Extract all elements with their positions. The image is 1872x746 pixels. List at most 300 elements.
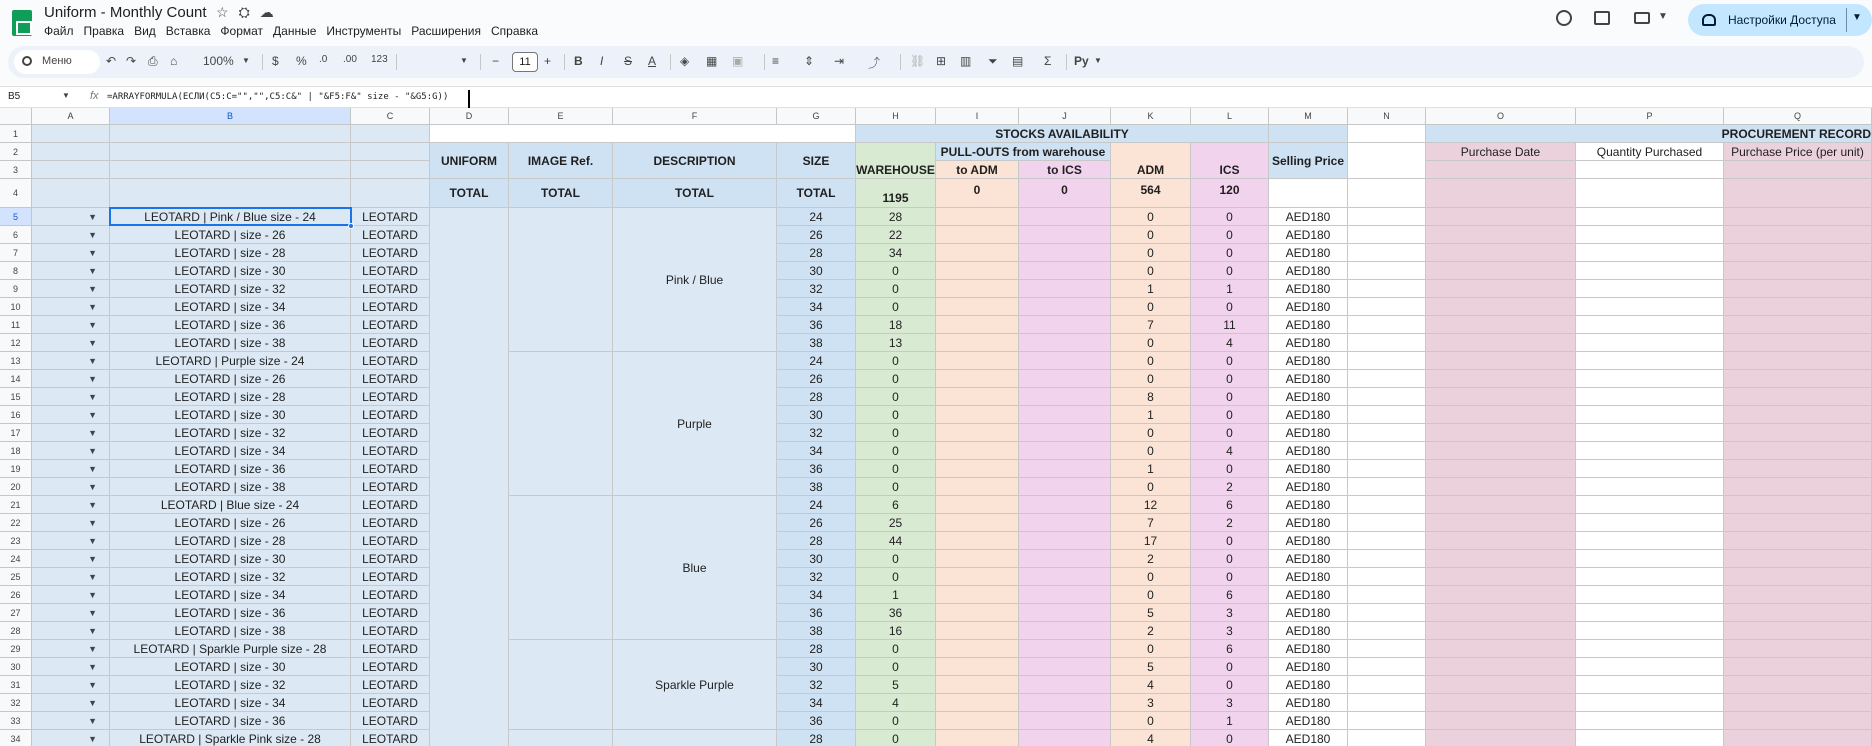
purchase-price-cell[interactable] xyxy=(1724,676,1872,694)
size-cell[interactable]: 32 xyxy=(777,676,856,694)
row-header[interactable]: 27 xyxy=(0,604,32,622)
cell[interactable] xyxy=(1348,730,1426,746)
strikethrough-button[interactable]: S xyxy=(624,54,633,68)
ics-cell[interactable]: 3 xyxy=(1191,694,1269,712)
row-header[interactable]: 22 xyxy=(0,514,32,532)
cell[interactable] xyxy=(1426,179,1576,208)
bold-button[interactable]: B xyxy=(574,54,583,68)
cell[interactable] xyxy=(1348,316,1426,334)
quantity-purchased-cell[interactable] xyxy=(1576,280,1724,298)
dropdown-arrow-icon[interactable]: ▼ xyxy=(88,572,97,582)
warehouse-cell[interactable]: 0 xyxy=(856,640,936,658)
warehouse-cell[interactable]: 0 xyxy=(856,658,936,676)
image-ref-cell[interactable] xyxy=(509,640,613,730)
cell[interactable] xyxy=(1348,658,1426,676)
warehouse-cell[interactable]: 0 xyxy=(856,388,936,406)
selling-price-cell[interactable]: AED180 xyxy=(1269,352,1348,370)
to-adm-cell[interactable] xyxy=(936,568,1019,586)
adm-cell[interactable]: 0 xyxy=(1111,568,1191,586)
document-title[interactable]: Uniform - Monthly Count xyxy=(44,4,207,21)
cell[interactable] xyxy=(1724,179,1872,208)
description-cell[interactable] xyxy=(613,730,777,746)
cell[interactable] xyxy=(32,125,110,143)
size-cell[interactable]: 28 xyxy=(777,640,856,658)
ics-cell[interactable]: 0 xyxy=(1191,388,1269,406)
purchase-date-cell[interactable] xyxy=(1426,712,1576,730)
dropdown-cell[interactable] xyxy=(32,532,110,550)
cell[interactable] xyxy=(32,161,110,179)
cell[interactable] xyxy=(351,179,430,208)
ics-cell[interactable]: 0 xyxy=(1191,352,1269,370)
cell[interactable] xyxy=(1348,424,1426,442)
purchase-price-cell[interactable] xyxy=(1724,334,1872,352)
ics-cell[interactable]: 3 xyxy=(1191,622,1269,640)
uniform-name-cell[interactable]: LEOTARD | size - 30 xyxy=(110,658,351,676)
cell[interactable] xyxy=(1348,604,1426,622)
quantity-purchased-cell[interactable] xyxy=(1576,586,1724,604)
size-cell[interactable]: 28 xyxy=(777,244,856,262)
to-adm-cell[interactable] xyxy=(936,226,1019,244)
size-cell[interactable]: 28 xyxy=(777,730,856,746)
selling-price-cell[interactable]: AED180 xyxy=(1269,424,1348,442)
dropdown-cell[interactable] xyxy=(32,550,110,568)
ics-cell[interactable]: 0 xyxy=(1191,262,1269,280)
category-cell[interactable]: LEOTARD xyxy=(351,586,430,604)
cell[interactable] xyxy=(1348,352,1426,370)
row-header[interactable]: 28 xyxy=(0,622,32,640)
to-ics-cell[interactable] xyxy=(1019,388,1111,406)
menu-item[interactable]: Правка xyxy=(83,24,125,38)
cell[interactable] xyxy=(1348,640,1426,658)
ics-cell[interactable]: 0 xyxy=(1191,676,1269,694)
comments-icon[interactable] xyxy=(1594,11,1610,25)
uniform-name-cell[interactable]: LEOTARD | size - 36 xyxy=(110,712,351,730)
menu-item[interactable]: Формат xyxy=(220,24,264,38)
cell[interactable] xyxy=(351,161,430,179)
borders-icon[interactable]: ▦ xyxy=(706,54,718,68)
cell[interactable] xyxy=(1348,370,1426,388)
selling-price-cell[interactable]: AED180 xyxy=(1269,532,1348,550)
description-cell[interactable]: Sparkle Purple xyxy=(613,640,777,730)
category-cell[interactable]: LEOTARD xyxy=(351,226,430,244)
quantity-purchased-cell[interactable] xyxy=(1576,730,1724,746)
cell[interactable] xyxy=(110,161,351,179)
row-header[interactable]: 21 xyxy=(0,496,32,514)
adm-cell[interactable]: 4 xyxy=(1111,730,1191,746)
size-cell[interactable]: 24 xyxy=(777,208,856,226)
purchase-date-cell[interactable] xyxy=(1426,586,1576,604)
uniform-name-cell[interactable]: LEOTARD | size - 36 xyxy=(110,460,351,478)
zoom-dropdown-icon[interactable]: ▼ xyxy=(242,56,250,65)
to-ics-cell[interactable] xyxy=(1019,262,1111,280)
adm-cell[interactable]: 17 xyxy=(1111,532,1191,550)
ics-cell[interactable]: 2 xyxy=(1191,478,1269,496)
warehouse-cell[interactable]: 0 xyxy=(856,442,936,460)
dropdown-cell[interactable] xyxy=(32,280,110,298)
purchase-date-cell[interactable] xyxy=(1426,676,1576,694)
dropdown-arrow-icon[interactable]: ▼ xyxy=(88,392,97,402)
selling-price-cell[interactable]: AED180 xyxy=(1269,676,1348,694)
quantity-purchased-cell[interactable] xyxy=(1576,424,1724,442)
to-ics-cell[interactable] xyxy=(1019,478,1111,496)
purchase-date-cell[interactable] xyxy=(1426,208,1576,226)
purchase-price-cell[interactable] xyxy=(1724,370,1872,388)
quantity-purchased-cell[interactable] xyxy=(1576,604,1724,622)
dropdown-arrow-icon[interactable]: ▼ xyxy=(88,500,97,510)
row-header[interactable]: 20 xyxy=(0,478,32,496)
dropdown-arrow-icon[interactable]: ▼ xyxy=(88,428,97,438)
warehouse-cell[interactable]: 1 xyxy=(856,586,936,604)
purchase-price-cell[interactable] xyxy=(1724,352,1872,370)
adm-cell[interactable]: 1 xyxy=(1111,460,1191,478)
cell[interactable] xyxy=(1348,208,1426,226)
share-button[interactable] xyxy=(1688,4,1872,36)
purchase-price-cell[interactable] xyxy=(1724,316,1872,334)
to-ics-cell[interactable] xyxy=(1019,298,1111,316)
selling-price-cell[interactable]: AED180 xyxy=(1269,694,1348,712)
to-adm-cell[interactable] xyxy=(936,478,1019,496)
to-ics-cell[interactable] xyxy=(1019,496,1111,514)
ics-cell[interactable]: 6 xyxy=(1191,640,1269,658)
category-cell[interactable]: LEOTARD xyxy=(351,460,430,478)
to-adm-cell[interactable] xyxy=(936,316,1019,334)
adm-cell[interactable]: 2 xyxy=(1111,622,1191,640)
ics-cell[interactable]: 0 xyxy=(1191,244,1269,262)
formula-input[interactable]: =ARRAYFORMULA(ЕСЛИ(C5:C="","",C5:C&" | "&F5:F&" size - "&G5:G)) xyxy=(107,92,449,102)
ics-cell[interactable]: 0 xyxy=(1191,424,1269,442)
ics-cell[interactable]: 0 xyxy=(1191,406,1269,424)
category-cell[interactable]: LEOTARD xyxy=(351,478,430,496)
dropdown-cell[interactable] xyxy=(32,640,110,658)
purchase-price-cell[interactable] xyxy=(1724,406,1872,424)
purchase-date-cell[interactable] xyxy=(1426,406,1576,424)
category-cell[interactable]: LEOTARD xyxy=(351,208,430,226)
menu-item[interactable]: Инструменты xyxy=(326,24,402,38)
selling-price-cell[interactable]: AED180 xyxy=(1269,514,1348,532)
category-cell[interactable]: LEOTARD xyxy=(351,496,430,514)
paint-format-icon[interactable]: ⌂ xyxy=(170,54,178,68)
cell[interactable] xyxy=(32,143,110,161)
dropdown-arrow-icon[interactable]: ▼ xyxy=(88,554,97,564)
size-cell[interactable]: 36 xyxy=(777,316,856,334)
quantity-purchased-cell[interactable] xyxy=(1576,550,1724,568)
warehouse-cell[interactable]: 18 xyxy=(856,316,936,334)
row-header[interactable]: 31 xyxy=(0,676,32,694)
column-header-i[interactable]: I xyxy=(936,108,1019,125)
to-adm-cell[interactable] xyxy=(936,334,1019,352)
menu-item[interactable]: Вид xyxy=(134,24,156,38)
dropdown-cell[interactable] xyxy=(32,460,110,478)
row-header[interactable]: 4 xyxy=(0,179,32,208)
cell[interactable] xyxy=(1576,179,1724,208)
to-adm-cell[interactable] xyxy=(936,496,1019,514)
cell[interactable] xyxy=(110,143,351,161)
row-header[interactable]: 18 xyxy=(0,442,32,460)
cell[interactable] xyxy=(1348,442,1426,460)
purchase-date-cell[interactable] xyxy=(1426,478,1576,496)
size-cell[interactable]: 36 xyxy=(777,712,856,730)
column-header-a[interactable]: A xyxy=(32,108,110,125)
to-ics-cell[interactable] xyxy=(1019,442,1111,460)
purchase-price-cell[interactable] xyxy=(1724,604,1872,622)
purchase-date-cell[interactable] xyxy=(1426,496,1576,514)
cell[interactable] xyxy=(1348,622,1426,640)
selling-price-cell[interactable]: AED180 xyxy=(1269,478,1348,496)
purchase-price-cell[interactable] xyxy=(1724,694,1872,712)
to-ics-cell[interactable] xyxy=(1019,586,1111,604)
adm-cell[interactable]: 2 xyxy=(1111,550,1191,568)
row-header[interactable]: 2 xyxy=(0,143,32,161)
purchase-date-cell[interactable] xyxy=(1426,550,1576,568)
to-adm-cell[interactable] xyxy=(936,352,1019,370)
cell[interactable] xyxy=(110,179,351,208)
purchase-price-cell[interactable] xyxy=(1724,532,1872,550)
warehouse-cell[interactable]: 22 xyxy=(856,226,936,244)
category-cell[interactable]: LEOTARD xyxy=(351,370,430,388)
adm-cell[interactable]: 8 xyxy=(1111,388,1191,406)
quantity-purchased-cell[interactable] xyxy=(1576,532,1724,550)
category-cell[interactable]: LEOTARD xyxy=(351,622,430,640)
adm-cell[interactable]: 1 xyxy=(1111,406,1191,424)
to-ics-cell[interactable] xyxy=(1019,640,1111,658)
warehouse-cell[interactable]: 0 xyxy=(856,478,936,496)
quantity-purchased-cell[interactable] xyxy=(1576,676,1724,694)
vertical-align-icon[interactable]: ⇕ xyxy=(804,54,815,68)
size-cell[interactable]: 30 xyxy=(777,658,856,676)
selling-price-cell[interactable]: AED180 xyxy=(1269,316,1348,334)
cell[interactable] xyxy=(110,125,351,143)
row-header[interactable]: 11 xyxy=(0,316,32,334)
adm-cell[interactable]: 4 xyxy=(1111,676,1191,694)
cell[interactable] xyxy=(351,125,430,143)
purchase-date-cell[interactable] xyxy=(1426,460,1576,478)
quantity-purchased-cell[interactable] xyxy=(1576,334,1724,352)
to-adm-cell[interactable] xyxy=(936,532,1019,550)
size-cell[interactable]: 38 xyxy=(777,478,856,496)
dropdown-arrow-icon[interactable]: ▼ xyxy=(88,716,97,726)
size-cell[interactable]: 26 xyxy=(777,514,856,532)
dropdown-arrow-icon[interactable]: ▼ xyxy=(88,734,97,744)
warehouse-cell[interactable]: 34 xyxy=(856,244,936,262)
row-header[interactable]: 34 xyxy=(0,730,32,746)
purchase-date-cell[interactable] xyxy=(1426,424,1576,442)
ics-cell[interactable]: 4 xyxy=(1191,334,1269,352)
purchase-price-cell[interactable] xyxy=(1724,478,1872,496)
category-cell[interactable]: LEOTARD xyxy=(351,514,430,532)
purchase-date-cell[interactable] xyxy=(1426,514,1576,532)
cell[interactable] xyxy=(1348,334,1426,352)
category-cell[interactable]: LEOTARD xyxy=(351,262,430,280)
size-cell[interactable]: 24 xyxy=(777,496,856,514)
ics-cell[interactable]: 6 xyxy=(1191,586,1269,604)
warehouse-cell[interactable]: 36 xyxy=(856,604,936,622)
adm-cell[interactable]: 0 xyxy=(1111,442,1191,460)
font-size-increase-icon[interactable]: + xyxy=(544,54,552,68)
purchase-date-cell[interactable] xyxy=(1426,298,1576,316)
uniform-name-cell[interactable]: LEOTARD | size - 32 xyxy=(110,280,351,298)
ics-cell[interactable]: 0 xyxy=(1191,658,1269,676)
uniform-name-cell[interactable]: LEOTARD | Blue size - 24 xyxy=(110,496,351,514)
dropdown-arrow-icon[interactable]: ▼ xyxy=(88,284,97,294)
warehouse-cell[interactable]: 5 xyxy=(856,676,936,694)
category-cell[interactable]: LEOTARD xyxy=(351,694,430,712)
quantity-purchased-cell[interactable] xyxy=(1576,352,1724,370)
purchase-price-cell[interactable] xyxy=(1724,244,1872,262)
selling-price-cell[interactable]: AED180 xyxy=(1269,406,1348,424)
warehouse-cell[interactable]: 25 xyxy=(856,514,936,532)
dropdown-cell[interactable] xyxy=(32,406,110,424)
purchase-date-cell[interactable] xyxy=(1426,604,1576,622)
category-cell[interactable]: LEOTARD xyxy=(351,352,430,370)
size-cell[interactable]: 26 xyxy=(777,370,856,388)
quantity-purchased-cell[interactable] xyxy=(1576,226,1724,244)
search-menus[interactable] xyxy=(14,50,100,74)
ics-cell[interactable]: 0 xyxy=(1191,226,1269,244)
row-header[interactable]: 12 xyxy=(0,334,32,352)
quantity-purchased-cell[interactable] xyxy=(1576,478,1724,496)
to-adm-cell[interactable] xyxy=(936,622,1019,640)
size-cell[interactable]: 30 xyxy=(777,262,856,280)
to-ics-cell[interactable] xyxy=(1019,370,1111,388)
quantity-purchased-cell[interactable] xyxy=(1576,370,1724,388)
purchase-price-cell[interactable] xyxy=(1724,568,1872,586)
uniform-merged-cell[interactable] xyxy=(430,208,509,746)
select-all-corner[interactable] xyxy=(0,108,32,125)
zoom-select[interactable]: 100% xyxy=(203,54,234,68)
purchase-date-cell[interactable] xyxy=(1426,244,1576,262)
uniform-name-cell[interactable]: LEOTARD | size - 32 xyxy=(110,568,351,586)
category-cell[interactable]: LEOTARD xyxy=(351,604,430,622)
selling-price-cell[interactable]: AED180 xyxy=(1269,262,1348,280)
purchase-price-cell[interactable] xyxy=(1724,388,1872,406)
uniform-name-cell[interactable]: LEOTARD | size - 30 xyxy=(110,262,351,280)
menu-item[interactable]: Данные xyxy=(273,24,317,38)
cell[interactable] xyxy=(1426,161,1576,179)
menu-item[interactable]: Файл xyxy=(44,24,74,38)
ics-cell[interactable]: 3 xyxy=(1191,604,1269,622)
row-header[interactable]: 13 xyxy=(0,352,32,370)
adm-cell[interactable]: 0 xyxy=(1111,334,1191,352)
text-rotation-icon[interactable]: ⤴ xyxy=(868,56,881,70)
print-icon[interactable]: ⎙ xyxy=(148,54,158,68)
image-ref-cell[interactable] xyxy=(509,730,613,746)
purchase-price-cell[interactable] xyxy=(1724,658,1872,676)
cell[interactable] xyxy=(1348,125,1426,143)
input-tools-button[interactable]: Ру xyxy=(1074,54,1089,68)
adm-cell[interactable]: 12 xyxy=(1111,496,1191,514)
cell[interactable] xyxy=(1348,478,1426,496)
cell[interactable] xyxy=(1348,586,1426,604)
category-cell[interactable]: LEOTARD xyxy=(351,298,430,316)
dropdown-arrow-icon[interactable]: ▼ xyxy=(88,482,97,492)
star-icon[interactable]: ☆ xyxy=(216,4,239,20)
to-ics-cell[interactable] xyxy=(1019,676,1111,694)
adm-cell[interactable]: 0 xyxy=(1111,712,1191,730)
ics-cell[interactable]: 2 xyxy=(1191,514,1269,532)
purchase-date-cell[interactable] xyxy=(1426,370,1576,388)
dropdown-cell[interactable] xyxy=(32,334,110,352)
category-cell[interactable]: LEOTARD xyxy=(351,532,430,550)
row-header[interactable]: 24 xyxy=(0,550,32,568)
cell[interactable] xyxy=(1348,532,1426,550)
ics-cell[interactable]: 4 xyxy=(1191,442,1269,460)
uniform-name-cell[interactable]: LEOTARD | size - 30 xyxy=(110,406,351,424)
adm-cell[interactable]: 1 xyxy=(1111,280,1191,298)
warehouse-cell[interactable]: 0 xyxy=(856,568,936,586)
to-ics-cell[interactable] xyxy=(1019,424,1111,442)
row-header[interactable]: 16 xyxy=(0,406,32,424)
dropdown-arrow-icon[interactable]: ▼ xyxy=(88,212,97,222)
uniform-name-cell[interactable]: LEOTARD | Purple size - 24 xyxy=(110,352,351,370)
ics-cell[interactable]: 0 xyxy=(1191,550,1269,568)
category-cell[interactable]: LEOTARD xyxy=(351,388,430,406)
adm-cell[interactable]: 0 xyxy=(1111,352,1191,370)
uniform-name-cell[interactable]: LEOTARD | size - 26 xyxy=(110,370,351,388)
purchase-date-cell[interactable] xyxy=(1426,352,1576,370)
quantity-purchased-cell[interactable] xyxy=(1576,460,1724,478)
warehouse-cell[interactable]: 0 xyxy=(856,730,936,746)
dropdown-arrow-icon[interactable]: ▼ xyxy=(88,626,97,636)
dropdown-arrow-icon[interactable]: ▼ xyxy=(88,698,97,708)
dropdown-cell[interactable] xyxy=(32,730,110,746)
selling-price-cell[interactable]: AED180 xyxy=(1269,640,1348,658)
quantity-purchased-cell[interactable] xyxy=(1576,496,1724,514)
dropdown-cell[interactable] xyxy=(32,658,110,676)
row-header[interactable]: 17 xyxy=(0,424,32,442)
quantity-purchased-cell[interactable] xyxy=(1576,406,1724,424)
quantity-purchased-cell[interactable] xyxy=(1576,640,1724,658)
to-adm-cell[interactable] xyxy=(936,694,1019,712)
dropdown-arrow-icon[interactable]: ▼ xyxy=(88,374,97,384)
selling-price-cell[interactable]: AED180 xyxy=(1269,334,1348,352)
fill-handle[interactable] xyxy=(348,223,354,229)
to-adm-cell[interactable] xyxy=(936,640,1019,658)
uniform-name-cell[interactable]: LEOTARD | Sparkle Purple size - 28 xyxy=(110,640,351,658)
image-ref-cell[interactable] xyxy=(509,352,613,496)
to-ics-cell[interactable] xyxy=(1019,568,1111,586)
quantity-purchased-cell[interactable] xyxy=(1576,262,1724,280)
column-header-l[interactable]: L xyxy=(1191,108,1269,125)
to-adm-cell[interactable] xyxy=(936,244,1019,262)
cell[interactable] xyxy=(1348,406,1426,424)
to-adm-cell[interactable] xyxy=(936,658,1019,676)
selling-price-cell[interactable]: AED180 xyxy=(1269,244,1348,262)
dropdown-arrow-icon[interactable]: ▼ xyxy=(88,644,97,654)
to-adm-cell[interactable] xyxy=(936,406,1019,424)
purchase-price-cell[interactable] xyxy=(1724,226,1872,244)
size-cell[interactable]: 26 xyxy=(777,226,856,244)
row-header[interactable]: 29 xyxy=(0,640,32,658)
adm-cell[interactable]: 0 xyxy=(1111,298,1191,316)
purchase-date-cell[interactable] xyxy=(1426,694,1576,712)
input-tools-dropdown-icon[interactable]: ▼ xyxy=(1094,56,1102,65)
insert-chart-icon[interactable]: ▥ xyxy=(960,54,972,68)
to-ics-cell[interactable] xyxy=(1019,550,1111,568)
merge-cells-icon[interactable]: ▣ xyxy=(732,54,744,68)
uniform-name-cell[interactable]: LEOTARD | size - 28 xyxy=(110,244,351,262)
category-cell[interactable]: LEOTARD xyxy=(351,334,430,352)
cell[interactable] xyxy=(1348,460,1426,478)
to-ics-cell[interactable] xyxy=(1019,604,1111,622)
selling-price-cell[interactable]: AED180 xyxy=(1269,568,1348,586)
dropdown-cell[interactable] xyxy=(32,298,110,316)
selling-price-cell[interactable]: AED180 xyxy=(1269,298,1348,316)
category-cell[interactable]: LEOTARD xyxy=(351,424,430,442)
uniform-name-cell[interactable]: LEOTARD | size - 36 xyxy=(110,316,351,334)
selling-price-cell[interactable]: AED180 xyxy=(1269,586,1348,604)
to-ics-cell[interactable] xyxy=(1019,658,1111,676)
quantity-purchased-cell[interactable] xyxy=(1576,208,1724,226)
